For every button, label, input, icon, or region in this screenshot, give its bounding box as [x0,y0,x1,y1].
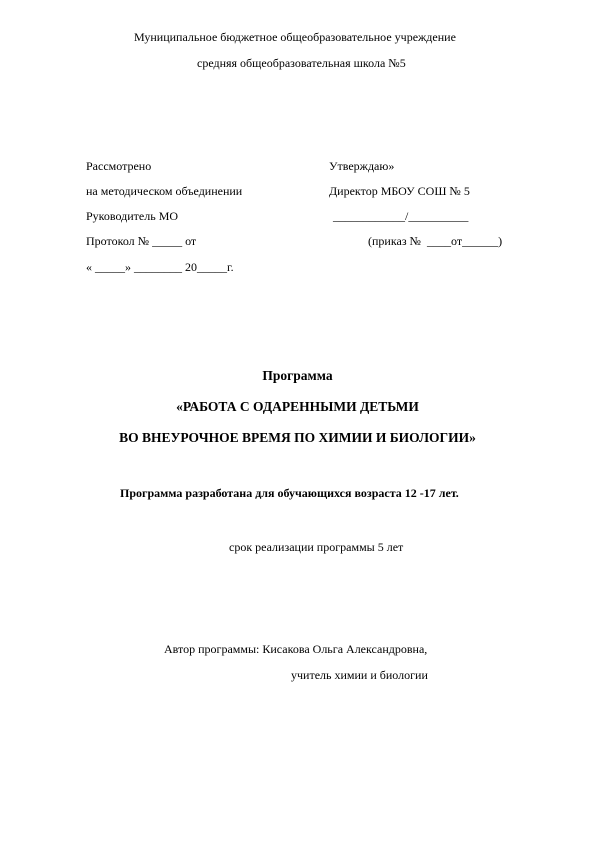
duration-note: срок реализации программы 5 лет [229,540,404,554]
author-position: учитель химии и биологии [291,668,428,682]
program-label: Программа [262,368,333,383]
order-line: (приказ № ____от______) [368,234,503,248]
school-name-line1: Муниципальное бюджетное общеобразовательное учреждение [134,30,456,44]
approve-label: Утверждаю» [329,159,395,173]
protocol-line: Протокол № _____ от [86,234,197,248]
reviewed-label: Рассмотрено [86,159,152,173]
head-of-mo-label: Руководитель МО [86,209,179,223]
school-name-line2: средняя общеобразовательная школа №5 [197,56,406,70]
program-title-line2: ВО ВНЕУРОЧНОЕ ВРЕМЯ ПО ХИМИИ И БИОЛОГИИ» [119,430,476,445]
protocol-date-line: « _____» ________ 20_____г. [86,260,234,274]
signature-line: ____________/__________ [333,209,469,223]
director-label: Директор МБОУ СОШ № 5 [329,184,470,198]
audience-note: Программа разработана для обучающихся возраста 12 -17 лет. [120,486,459,500]
methodical-association-label: на методическом объединении [86,184,243,198]
author-name: Автор программы: Кисакова Ольга Александровна, [164,642,428,656]
program-title-line1: «РАБОТА С ОДАРЕННЫМИ ДЕТЬМИ [176,399,419,414]
